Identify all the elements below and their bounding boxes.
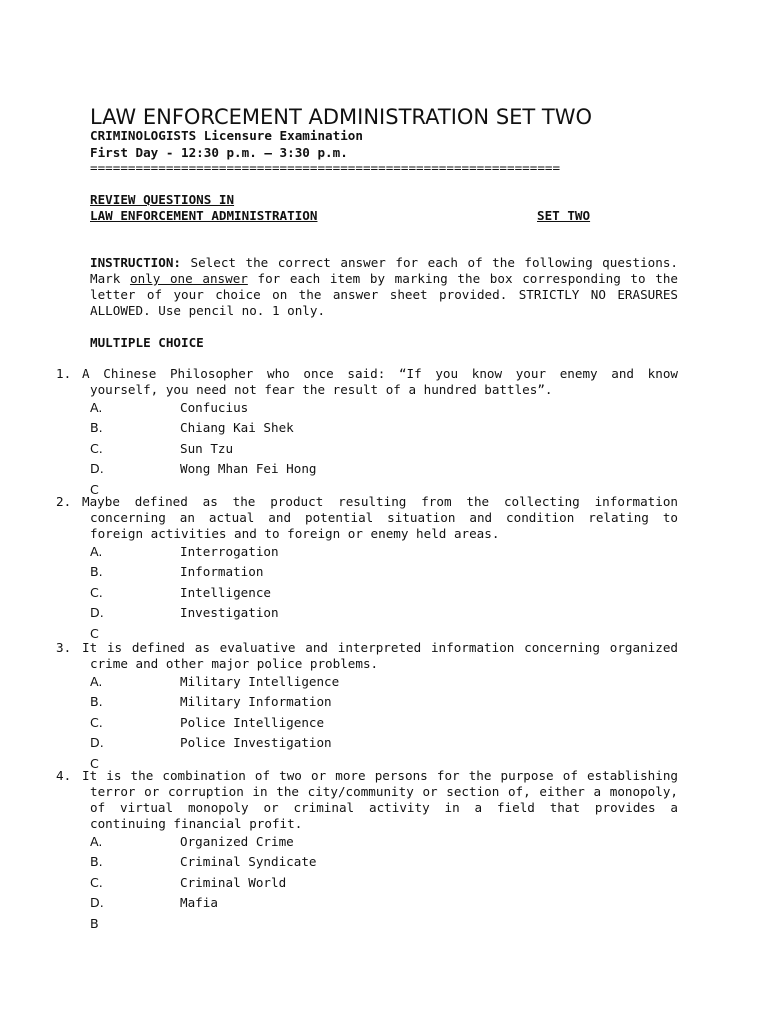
instruction-text-after: for each item by marking the box corresponding to the letter of your choice on the answer sheet provided. STRICTLY NO ERASURES ALLOWED. Use pencil no. 1 only. [90, 271, 678, 318]
choice-letter: C. [90, 874, 103, 890]
question-text: It is the combination of two or more persons for the purpose of establishing terror or corruption in the city/community or section of, either a monopoly, of virtual monopoly or criminal activity in a field that provides a continuing financial profit. [82, 768, 678, 831]
exam-schedule: First Day - 12:30 p.m. – 3:30 p.m. [90, 145, 348, 160]
question-item [56, 366, 678, 498]
question-stem [56, 640, 678, 672]
choice-item [56, 733, 678, 753]
choice-text: Intelligence [180, 584, 271, 600]
question-stem [56, 768, 678, 832]
choice-text: Military Intelligence [180, 674, 340, 689]
choice-item [56, 398, 678, 418]
separator-line: ============================================================== [90, 160, 561, 175]
choice-item [56, 713, 678, 733]
question-number: 3. [56, 640, 72, 655]
exam-subtitle: CRIMINOLOGISTS Licensure Examination [90, 128, 363, 143]
choice-item [56, 832, 678, 852]
choice-letter: A. [90, 544, 103, 559]
instruction-text-before: Select the correct answer for each of the following questions. Mark [90, 255, 678, 286]
choice-text: Organized Crime [180, 834, 294, 849]
choice-text: Mafia [180, 894, 218, 910]
question-number: 4. [56, 768, 72, 783]
question-text: A Chinese Philosopher who once said: “If you know your enemy and know yourself, you need not fear the result of a hundred battles”. [82, 366, 678, 397]
choice-text: Sun Tzu [180, 440, 234, 456]
choice-text: Information [180, 564, 264, 580]
document-title: LAW ENFORCEMENT ADMINISTRATION SET TWO [90, 105, 593, 129]
choice-letter: D. [90, 604, 104, 620]
instruction-label: INSTRUCTION: [90, 255, 181, 270]
choice-letter: B. [90, 564, 103, 580]
choice-letter: B. [90, 854, 103, 870]
choice-text: Wong Mhan Fei Hong [180, 460, 317, 476]
question-stem [56, 366, 678, 398]
set-label: SET TWO [537, 208, 591, 223]
choice-letter: C. [90, 714, 103, 730]
choice-letter: A. [90, 834, 103, 849]
choice-text: Interrogation [180, 544, 279, 559]
choice-list [56, 398, 678, 479]
choice-text: Military Information [180, 694, 332, 710]
choice-letter: D. [90, 460, 104, 476]
choice-item [56, 562, 678, 582]
choice-text: Police Intelligence [180, 714, 325, 730]
instruction-emphasis: only one answer [129, 271, 248, 286]
question-item [56, 640, 678, 772]
choice-letter: A. [90, 400, 103, 415]
choice-item [56, 542, 678, 562]
question-number: 2. [56, 494, 72, 509]
choice-item [56, 873, 678, 893]
choice-letter: A. [90, 674, 103, 689]
question-item [56, 494, 678, 642]
choice-text: Chiang Kai Shek [180, 420, 294, 436]
choice-letter: B. [90, 420, 103, 436]
choice-letter: C. [90, 584, 103, 600]
choice-item [56, 583, 678, 603]
choice-list [56, 542, 678, 623]
question-stem [56, 494, 678, 542]
choice-text: Police Investigation [180, 734, 332, 750]
choice-text: Criminal Syndicate [180, 854, 317, 870]
choice-item [56, 459, 678, 479]
choice-list [56, 672, 678, 753]
question-text: Maybe defined as the product resulting from the collecting information concerning an actual and potential situation and condition relating to foreign activities and to foreign or enemy held areas. [82, 494, 678, 541]
choice-item [56, 692, 678, 712]
choice-item [56, 672, 678, 692]
answer-key: C [90, 756, 99, 772]
choice-text: Confucius [180, 400, 249, 415]
choice-list [56, 832, 678, 913]
choice-text: Criminal World [180, 874, 287, 890]
choice-letter: D. [90, 894, 104, 910]
choice-item [56, 852, 678, 872]
instruction-paragraph [90, 255, 678, 319]
choice-item [56, 418, 678, 438]
answer-key: C [90, 482, 99, 498]
review-heading-line1: REVIEW QUESTIONS IN [90, 192, 235, 207]
review-heading-line2: LAW ENFORCEMENT ADMINISTRATION [90, 208, 318, 223]
section-title: MULTIPLE CHOICE [90, 335, 204, 350]
question-item [56, 768, 678, 932]
answer-key: B [90, 916, 99, 932]
choice-item [56, 439, 678, 459]
choice-letter: B. [90, 694, 103, 710]
choice-letter: D. [90, 734, 104, 750]
choice-item [56, 603, 678, 623]
question-text: It is defined as evaluative and interpreted information concerning organized crime and other major police problems. [82, 640, 678, 671]
question-number: 1. [56, 366, 72, 381]
answer-key: C [90, 626, 99, 642]
choice-letter: C. [90, 440, 103, 456]
choice-item [56, 893, 678, 913]
choice-text: Investigation [180, 604, 279, 620]
